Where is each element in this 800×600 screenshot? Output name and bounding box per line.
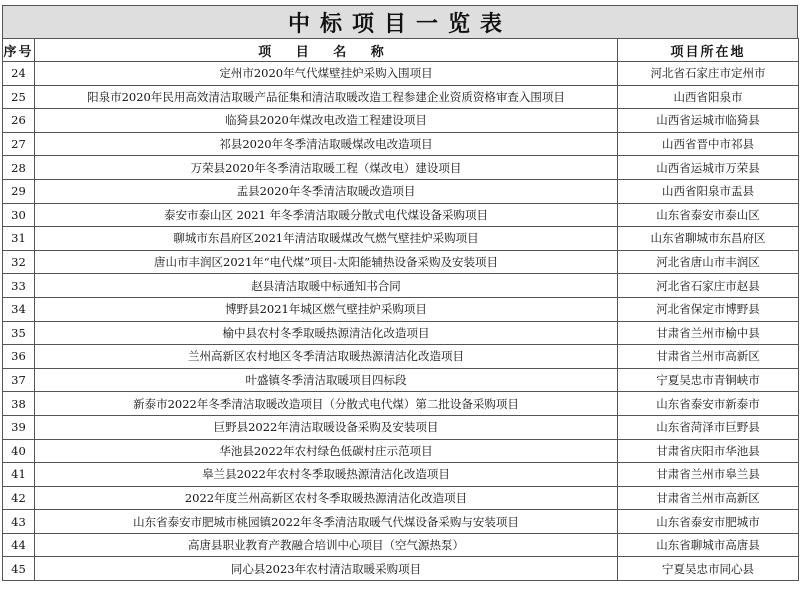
cell-no: 41 xyxy=(3,463,35,487)
table-row xyxy=(3,415,799,439)
cell-no: 35 xyxy=(3,321,35,345)
table-row xyxy=(3,392,799,416)
cell-no: 37 xyxy=(3,368,35,392)
header-project-name: 项 目 名 称 xyxy=(35,39,618,62)
cell-no: 43 xyxy=(3,510,35,534)
cell-project-name: 叶盛镇冬季清洁取暖项目四标段 xyxy=(35,368,618,392)
table-row xyxy=(3,156,799,180)
cell-project-name: 聊城市东昌府区2021年清洁取暖煤改气燃气壁挂炉采购项目 xyxy=(35,227,618,251)
cell-no: 27 xyxy=(3,132,35,156)
cell-no: 28 xyxy=(3,156,35,180)
cell-no: 26 xyxy=(3,109,35,133)
table-row xyxy=(3,132,799,156)
cell-no: 42 xyxy=(3,486,35,510)
table-row xyxy=(3,62,799,86)
page-title: 中标项目一览表 xyxy=(2,5,798,38)
cell-location: 山西省运城市万荣县 xyxy=(618,156,799,180)
cell-no: 29 xyxy=(3,179,35,203)
cell-location: 河北省石家庄市定州市 xyxy=(618,62,799,86)
table-row xyxy=(3,227,799,251)
cell-location: 甘肃省兰州市高新区 xyxy=(618,345,799,369)
cell-location: 山东省聊城市高唐县 xyxy=(618,533,799,557)
cell-project-name: 唐山市丰润区2021年“电代煤”项目-太阳能辅热设备采购及安装项目 xyxy=(35,250,618,274)
cell-project-name: 祁县2020年冬季清洁取暖煤改电改造项目 xyxy=(35,132,618,156)
cell-no: 34 xyxy=(3,297,35,321)
cell-project-name: 阳泉市2020年民用高效清洁取暖产品征集和清洁取暖改造工程参建企业资质资格审查入围项目 xyxy=(35,85,618,109)
cell-location: 山西省阳泉市盂县 xyxy=(618,179,799,203)
table-row xyxy=(3,463,799,487)
project-table xyxy=(2,38,799,581)
table-row xyxy=(3,486,799,510)
cell-location: 河北省保定市博野县 xyxy=(618,297,799,321)
table-row xyxy=(3,179,799,203)
cell-location: 山东省泰安市泰山区 xyxy=(618,203,799,227)
cell-no: 44 xyxy=(3,533,35,557)
cell-project-name: 2022年度兰州高新区农村冬季取暖热源清洁化改造项目 xyxy=(35,486,618,510)
cell-no: 25 xyxy=(3,85,35,109)
cell-location: 河北省石家庄市赵县 xyxy=(618,274,799,298)
table-row xyxy=(3,109,799,133)
cell-project-name: 万荣县2020年冬季清洁取暖工程（煤改电）建设项目 xyxy=(35,156,618,180)
cell-location: 山西省晋中市祁县 xyxy=(618,132,799,156)
table-row xyxy=(3,368,799,392)
cell-no: 24 xyxy=(3,62,35,86)
header-location: 项目所在地 xyxy=(618,39,799,62)
cell-project-name: 临猗县2020年煤改电改造工程建设项目 xyxy=(35,109,618,133)
cell-project-name: 山东省泰安市肥城市桃园镇2022年冬季清洁取暖气代煤设备采购与安装项目 xyxy=(35,510,618,534)
cell-location: 山东省泰安市肥城市 xyxy=(618,510,799,534)
cell-project-name: 兰州高新区农村地区冬季清洁取暖热源清洁化改造项目 xyxy=(35,345,618,369)
cell-project-name: 盂县2020年冬季清洁取暖改造项目 xyxy=(35,179,618,203)
cell-location: 山东省聊城市东昌府区 xyxy=(618,227,799,251)
cell-project-name: 高唐县职业教育产教融合培训中心项目（空气源热泵） xyxy=(35,533,618,557)
table-row xyxy=(3,439,799,463)
cell-no: 32 xyxy=(3,250,35,274)
table-row xyxy=(3,297,799,321)
cell-location: 甘肃省庆阳市华池县 xyxy=(618,439,799,463)
table-row xyxy=(3,557,799,581)
cell-location: 宁夏吴忠市青铜峡市 xyxy=(618,368,799,392)
cell-no: 40 xyxy=(3,439,35,463)
project-list-sheet xyxy=(2,5,798,581)
cell-location: 山西省阳泉市 xyxy=(618,85,799,109)
table-row xyxy=(3,85,799,109)
cell-project-name: 皋兰县2022年农村冬季取暖热源清洁化改造项目 xyxy=(35,463,618,487)
cell-project-name: 泰安市泰山区 2021 年冬季清洁取暖分散式电代煤设备采购项目 xyxy=(35,203,618,227)
cell-location: 河北省唐山市丰润区 xyxy=(618,250,799,274)
header-no: 序号 xyxy=(3,39,35,62)
cell-no: 36 xyxy=(3,345,35,369)
table-row xyxy=(3,203,799,227)
cell-location: 山东省泰安市新泰市 xyxy=(618,392,799,416)
cell-project-name: 定州市2020年气代煤壁挂炉采购入围项目 xyxy=(35,62,618,86)
table-row xyxy=(3,321,799,345)
cell-no: 38 xyxy=(3,392,35,416)
cell-no: 45 xyxy=(3,557,35,581)
cell-project-name: 同心县2023年农村清洁取暖采购项目 xyxy=(35,557,618,581)
table-row xyxy=(3,533,799,557)
table-row xyxy=(3,274,799,298)
cell-project-name: 新泰市2022年冬季清洁取暖改造项目（分散式电代煤）第二批设备采购项目 xyxy=(35,392,618,416)
cell-location: 山西省运城市临猗县 xyxy=(618,109,799,133)
cell-project-name: 巨野县2022年清洁取暖设备采购及安装项目 xyxy=(35,415,618,439)
cell-location: 宁夏吴忠市同心县 xyxy=(618,557,799,581)
cell-no: 30 xyxy=(3,203,35,227)
cell-project-name: 博野县2021年城区燃气壁挂炉采购项目 xyxy=(35,297,618,321)
table-row xyxy=(3,510,799,534)
cell-project-name: 赵县清洁取暖中标通知书合同 xyxy=(35,274,618,298)
cell-location: 甘肃省兰州市皋兰县 xyxy=(618,463,799,487)
cell-project-name: 华池县2022年农村绿色低碳村庄示范项目 xyxy=(35,439,618,463)
cell-location: 甘肃省兰州市榆中县 xyxy=(618,321,799,345)
cell-project-name: 榆中县农村冬季取暖热源清洁化改造项目 xyxy=(35,321,618,345)
cell-no: 33 xyxy=(3,274,35,298)
cell-no: 31 xyxy=(3,227,35,251)
table-row xyxy=(3,250,799,274)
cell-location: 甘肃省兰州市高新区 xyxy=(618,486,799,510)
cell-location: 山东省菏泽市巨野县 xyxy=(618,415,799,439)
table-header-row xyxy=(3,39,799,62)
cell-no: 39 xyxy=(3,415,35,439)
table-row xyxy=(3,345,799,369)
